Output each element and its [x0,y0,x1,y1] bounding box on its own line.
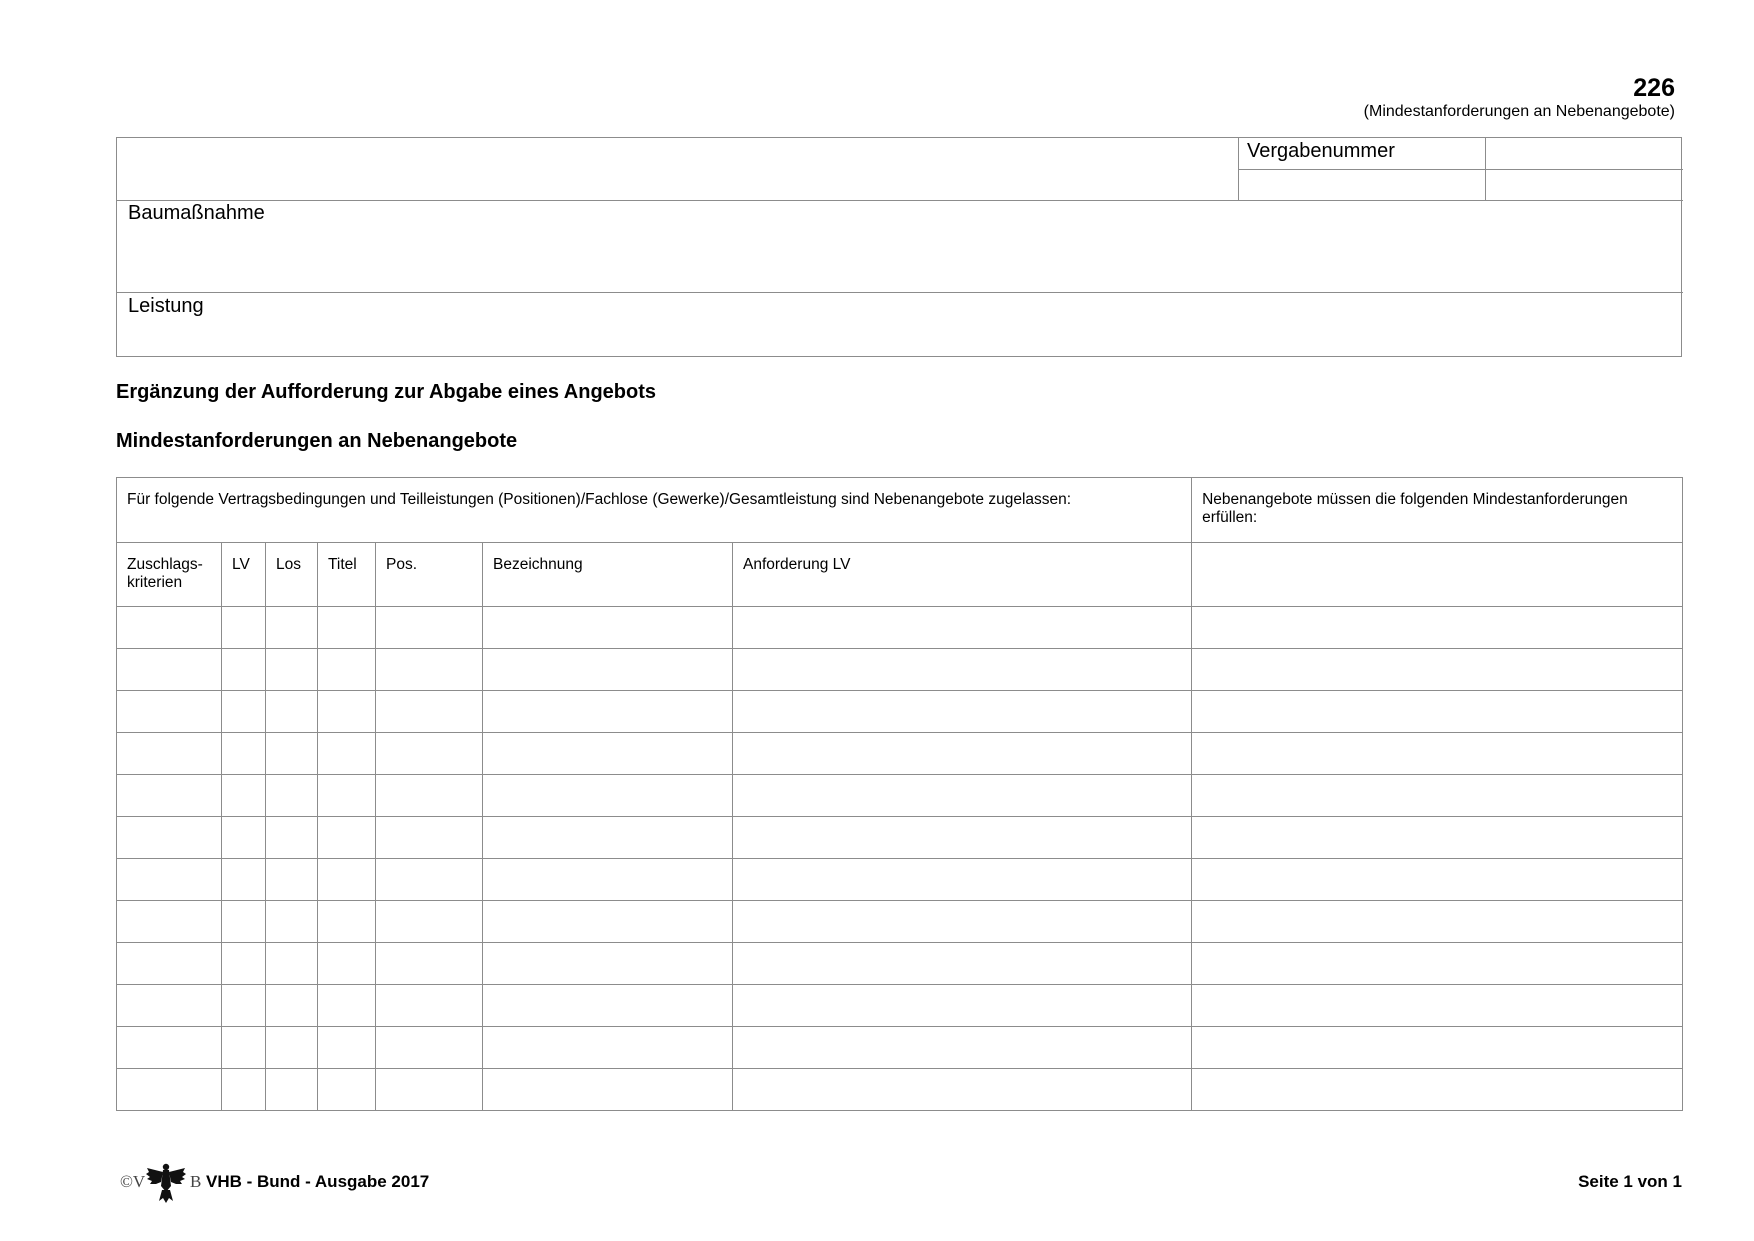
table-row [117,775,1683,817]
section-subheading: Mindestanforderungen an Nebenangebote [116,430,518,452]
cell-pos[interactable] [376,607,483,649]
cell-bezeichnung[interactable] [483,607,733,649]
cell-bezeichnung[interactable] [483,1069,733,1111]
cell-lv[interactable] [222,943,266,985]
cell-bezeichnung[interactable] [483,985,733,1027]
cell-titel[interactable] [318,985,376,1027]
cell-anforderung-lv[interactable] [733,733,1192,775]
table-row [117,733,1683,775]
baumassnahme-label: Baumaßnahme [128,202,265,224]
cell-zuschlag[interactable] [117,691,222,733]
cell-los[interactable] [266,607,318,649]
table-row [117,943,1683,985]
cell-los[interactable] [266,691,318,733]
cell-zuschlag[interactable] [117,607,222,649]
cell-pos[interactable] [376,985,483,1027]
cell-titel[interactable] [318,859,376,901]
table-row [117,649,1683,691]
page-indicator: Seite 1 von 1 [1578,1172,1682,1191]
cell-los[interactable] [266,985,318,1027]
cell-titel[interactable] [318,775,376,817]
cell-zuschlag[interactable] [117,1069,222,1111]
cell-los[interactable] [266,1069,318,1111]
col-header-anforderung-lv: Anforderung LV [733,543,1192,607]
cell-mindestanforderung[interactable] [1192,1027,1683,1069]
cell-los[interactable] [266,733,318,775]
divider [117,200,1683,201]
cell-mindestanforderung[interactable] [1192,733,1683,775]
cell-bezeichnung[interactable] [483,775,733,817]
col-header-line: Zuschlags- [127,556,203,573]
cell-mindestanforderung[interactable] [1192,1069,1683,1111]
cell-los[interactable] [266,775,318,817]
cell-zuschlag[interactable] [117,649,222,691]
requirements-entry-cell[interactable] [1192,543,1683,607]
col-header-lv: LV [222,543,266,607]
cell-titel[interactable] [318,901,376,943]
cell-pos[interactable] [376,1069,483,1111]
cell-pos[interactable] [376,1027,483,1069]
footer-edition: VHB - Bund - Ausgabe 2017 [206,1172,430,1191]
cell-anforderung-lv[interactable] [733,901,1192,943]
cell-bezeichnung[interactable] [483,817,733,859]
section-heading: Ergänzung der Aufforderung zur Abgabe eines Angebots [116,381,657,403]
leistung-field[interactable] [117,321,1683,356]
cell-titel[interactable] [318,817,376,859]
cell-zuschlag[interactable] [117,1027,222,1069]
cell-lv[interactable] [222,985,266,1027]
cell-titel[interactable] [318,733,376,775]
cell-lv[interactable] [222,817,266,859]
cell-zuschlag[interactable] [117,943,222,985]
cell-bezeichnung[interactable] [483,691,733,733]
cell-bezeichnung[interactable] [483,733,733,775]
vergabenummer-field[interactable] [1239,170,1484,199]
cell-lv[interactable] [222,1069,266,1111]
table-row [117,985,1683,1027]
col-header-zuschlagskriterien [117,543,222,607]
cell-mindestanforderung[interactable] [1192,901,1683,943]
vergabenummer-label: Vergabenummer [1247,140,1395,162]
cell-titel[interactable] [318,1027,376,1069]
cell-pos[interactable] [376,649,483,691]
cell-titel[interactable] [318,691,376,733]
cell-pos[interactable] [376,859,483,901]
cell-mindestanforderung[interactable] [1192,817,1683,859]
col-header-los: Los [266,543,318,607]
cell-zuschlag[interactable] [117,775,222,817]
cell-pos[interactable] [376,943,483,985]
cell-titel[interactable] [318,649,376,691]
cell-zuschlag[interactable] [117,859,222,901]
form-number: 226 [1633,74,1675,102]
cell-anforderung-lv[interactable] [733,985,1192,1027]
leistung-label: Leistung [128,295,204,317]
cell-lv[interactable] [222,775,266,817]
cell-bezeichnung[interactable] [483,901,733,943]
cell-pos[interactable] [376,691,483,733]
cell-bezeichnung[interactable] [483,649,733,691]
col-header-bezeichnung: Bezeichnung [483,543,733,607]
cell-los[interactable] [266,817,318,859]
nebenangebote-table [116,477,1683,1111]
cell-lv[interactable] [222,733,266,775]
col-header-titel: Titel [318,543,376,607]
cell-bezeichnung[interactable] [483,859,733,901]
cell-anforderung-lv[interactable] [733,775,1192,817]
cell-los[interactable] [266,901,318,943]
cell-mindestanforderung[interactable] [1192,943,1683,985]
cell-lv[interactable] [222,859,266,901]
cell-anforderung-lv[interactable] [733,649,1192,691]
cell-mindestanforderung[interactable] [1192,691,1683,733]
table-row [117,1069,1683,1111]
cell-zuschlag[interactable] [117,817,222,859]
baumassnahme-field[interactable] [117,228,1683,290]
table-row [117,607,1683,649]
vergabenummer-extra-field[interactable] [1486,138,1682,168]
cell-anforderung-lv[interactable] [733,1069,1192,1111]
cell-anforderung-lv[interactable] [733,817,1192,859]
cell-anforderung-lv[interactable] [733,859,1192,901]
table-row [117,817,1683,859]
cell-los[interactable] [266,649,318,691]
divider [117,292,1683,293]
cell-mindestanforderung[interactable] [1192,775,1683,817]
requirements-cell [1192,478,1683,543]
cell-anforderung-lv[interactable] [733,943,1192,985]
cell-pos[interactable] [376,733,483,775]
cell-lv[interactable] [222,901,266,943]
cell-zuschlag[interactable] [117,733,222,775]
cell-anforderung-lv[interactable] [733,607,1192,649]
col-header-line: kriterien [127,574,183,591]
cell-lv[interactable] [222,691,266,733]
cell-titel[interactable] [318,607,376,649]
cell-lv[interactable] [222,1027,266,1069]
table-row [117,1027,1683,1069]
requirements-text: Nebenangebote müssen die folgenden Mindestanforderungen erfüllen: [1202,491,1628,526]
cell-pos[interactable] [376,901,483,943]
cell-pos[interactable] [376,775,483,817]
cell-titel[interactable] [318,943,376,985]
cell-bezeichnung[interactable] [483,943,733,985]
cell-zuschlag[interactable] [117,901,222,943]
cell-lv[interactable] [222,649,266,691]
eagle-icon [144,1160,188,1204]
cell-lv[interactable] [222,607,266,649]
cell-anforderung-lv[interactable] [733,691,1192,733]
allowed-scope-text: Für folgende Vertragsbedingungen und Teilleistungen (Positionen)/Fachlose (Gewerke)/Gesamtleistung sind Nebenangebote zugelassen: [127,491,1072,508]
cell-mindestanforderung[interactable] [1192,859,1683,901]
cell-titel[interactable] [318,1069,376,1111]
vob-eagle-logo: ©V B [120,1160,200,1204]
cell-mindestanforderung[interactable] [1192,985,1683,1027]
col-header-pos: Pos. [376,543,483,607]
cell-los[interactable] [266,943,318,985]
vergabenummer-extra-field-2[interactable] [1486,170,1682,199]
form-subtitle: (Mindestanforderungen an Nebenangebote) [1363,103,1675,120]
project-info-box [116,137,1682,357]
table-row [117,691,1683,733]
table-row [117,859,1683,901]
table-body [117,607,1683,1111]
cell-bezeichnung[interactable] [483,1027,733,1069]
footer-branding [120,1160,429,1204]
cell-los[interactable] [266,1027,318,1069]
cell-mindestanforderung[interactable] [1192,607,1683,649]
cell-pos[interactable] [376,817,483,859]
allowed-scope-cell [117,478,1192,543]
cell-los[interactable] [266,859,318,901]
cell-mindestanforderung[interactable] [1192,649,1683,691]
table-row [117,901,1683,943]
cell-anforderung-lv[interactable] [733,1027,1192,1069]
cell-zuschlag[interactable] [117,985,222,1027]
